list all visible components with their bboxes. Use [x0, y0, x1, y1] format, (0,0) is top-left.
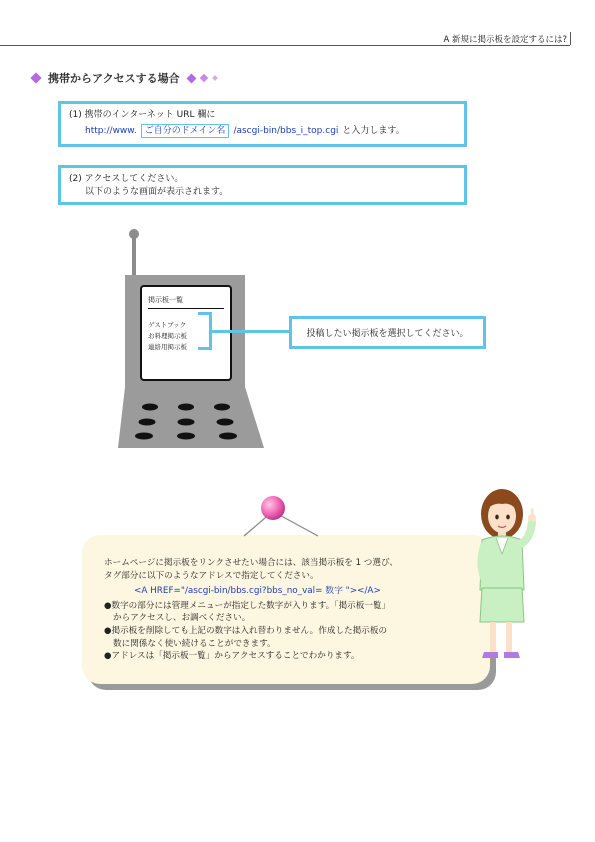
note-intro-line1: ホームページに掲示板をリンクさせたい場合には、該当掲示板を 1 つ選び、	[104, 558, 398, 568]
note-bullet3: ●アドレスは「掲示板一覧」からアクセスすることでわかります。	[104, 651, 360, 662]
keypad-key	[177, 433, 195, 440]
keypad-key	[135, 433, 153, 440]
phone-screen-title: 掲示板一覧	[148, 296, 183, 304]
note-bullet1-line1: ●数字の部分には管理メニューが指定した数字が入ります。「掲示板一覧」	[104, 600, 391, 611]
callout-box	[289, 316, 486, 349]
phone-screen	[140, 285, 232, 381]
phone-list-item[interactable]: お料理掲示板	[148, 332, 187, 340]
domain-placeholder-box: ご自分のドメイン名	[141, 124, 230, 138]
keypad-key	[178, 419, 195, 426]
list-bracket	[198, 312, 212, 350]
url-prefix: http://www.	[85, 125, 137, 136]
header-rule-tick	[570, 32, 571, 45]
phone-keypad-base	[118, 387, 264, 448]
callout-text: 投稿したい掲示板を選択してください。	[306, 329, 469, 339]
step1-label: (1) 携帯のインターネット URL 欄に	[69, 110, 216, 120]
step1-box	[58, 101, 467, 147]
keypad-key	[217, 419, 234, 426]
keypad-key	[219, 433, 237, 440]
note-bullet2-line1: ●掲示板を削除しても上記の数字は入れ替わりません。作成した掲示板の	[104, 625, 388, 636]
pin-icon	[240, 490, 340, 540]
keypad-key	[214, 404, 230, 411]
step2-line1: (2) アクセスしてください。	[69, 174, 184, 184]
phone-antenna	[132, 238, 136, 278]
phone-list-item[interactable]: 連絡用掲示板	[148, 343, 187, 351]
note-bullet1-line2: からアクセスし、お調べください。	[113, 613, 251, 624]
callout-connector	[212, 330, 289, 333]
note-intro-line2: タグ部分に以下のようなアドレスで指定してください。	[104, 570, 319, 581]
woman-illustration	[468, 482, 543, 662]
step1-url-line	[85, 124, 456, 138]
page-header-title: A 新規に掲示板を設定するには?	[443, 35, 567, 45]
note-code-example: <A HREF="/ascgi-bin/bbs.cgi?bbs_no_val= 数字 "></A>	[134, 586, 381, 597]
section-heading	[30, 70, 221, 86]
phone-screen-divider	[148, 308, 224, 309]
keypad-key	[139, 419, 156, 426]
diamond-icon	[212, 75, 218, 81]
header-rule	[0, 45, 570, 46]
step2-line2: 以下のような画面が表示されます。	[85, 187, 229, 197]
diamond-icon	[199, 74, 207, 82]
url-suffix: と入力します。	[342, 125, 405, 136]
url-path: /ascgi-bin/bbs_i_top.cgi	[233, 125, 339, 136]
phone-list-item[interactable]: ゲストブック	[148, 321, 187, 329]
keypad-key	[142, 404, 158, 411]
note-text	[104, 557, 484, 663]
diamond-icon	[30, 72, 41, 83]
section-title-text: 携帯からアクセスする場合	[48, 72, 180, 85]
keypad-key	[178, 404, 194, 411]
diamond-icon	[186, 73, 196, 83]
note-bullet2-line2: 数に関係なく使い続けることができます。	[113, 638, 276, 649]
step2-box	[58, 165, 467, 205]
